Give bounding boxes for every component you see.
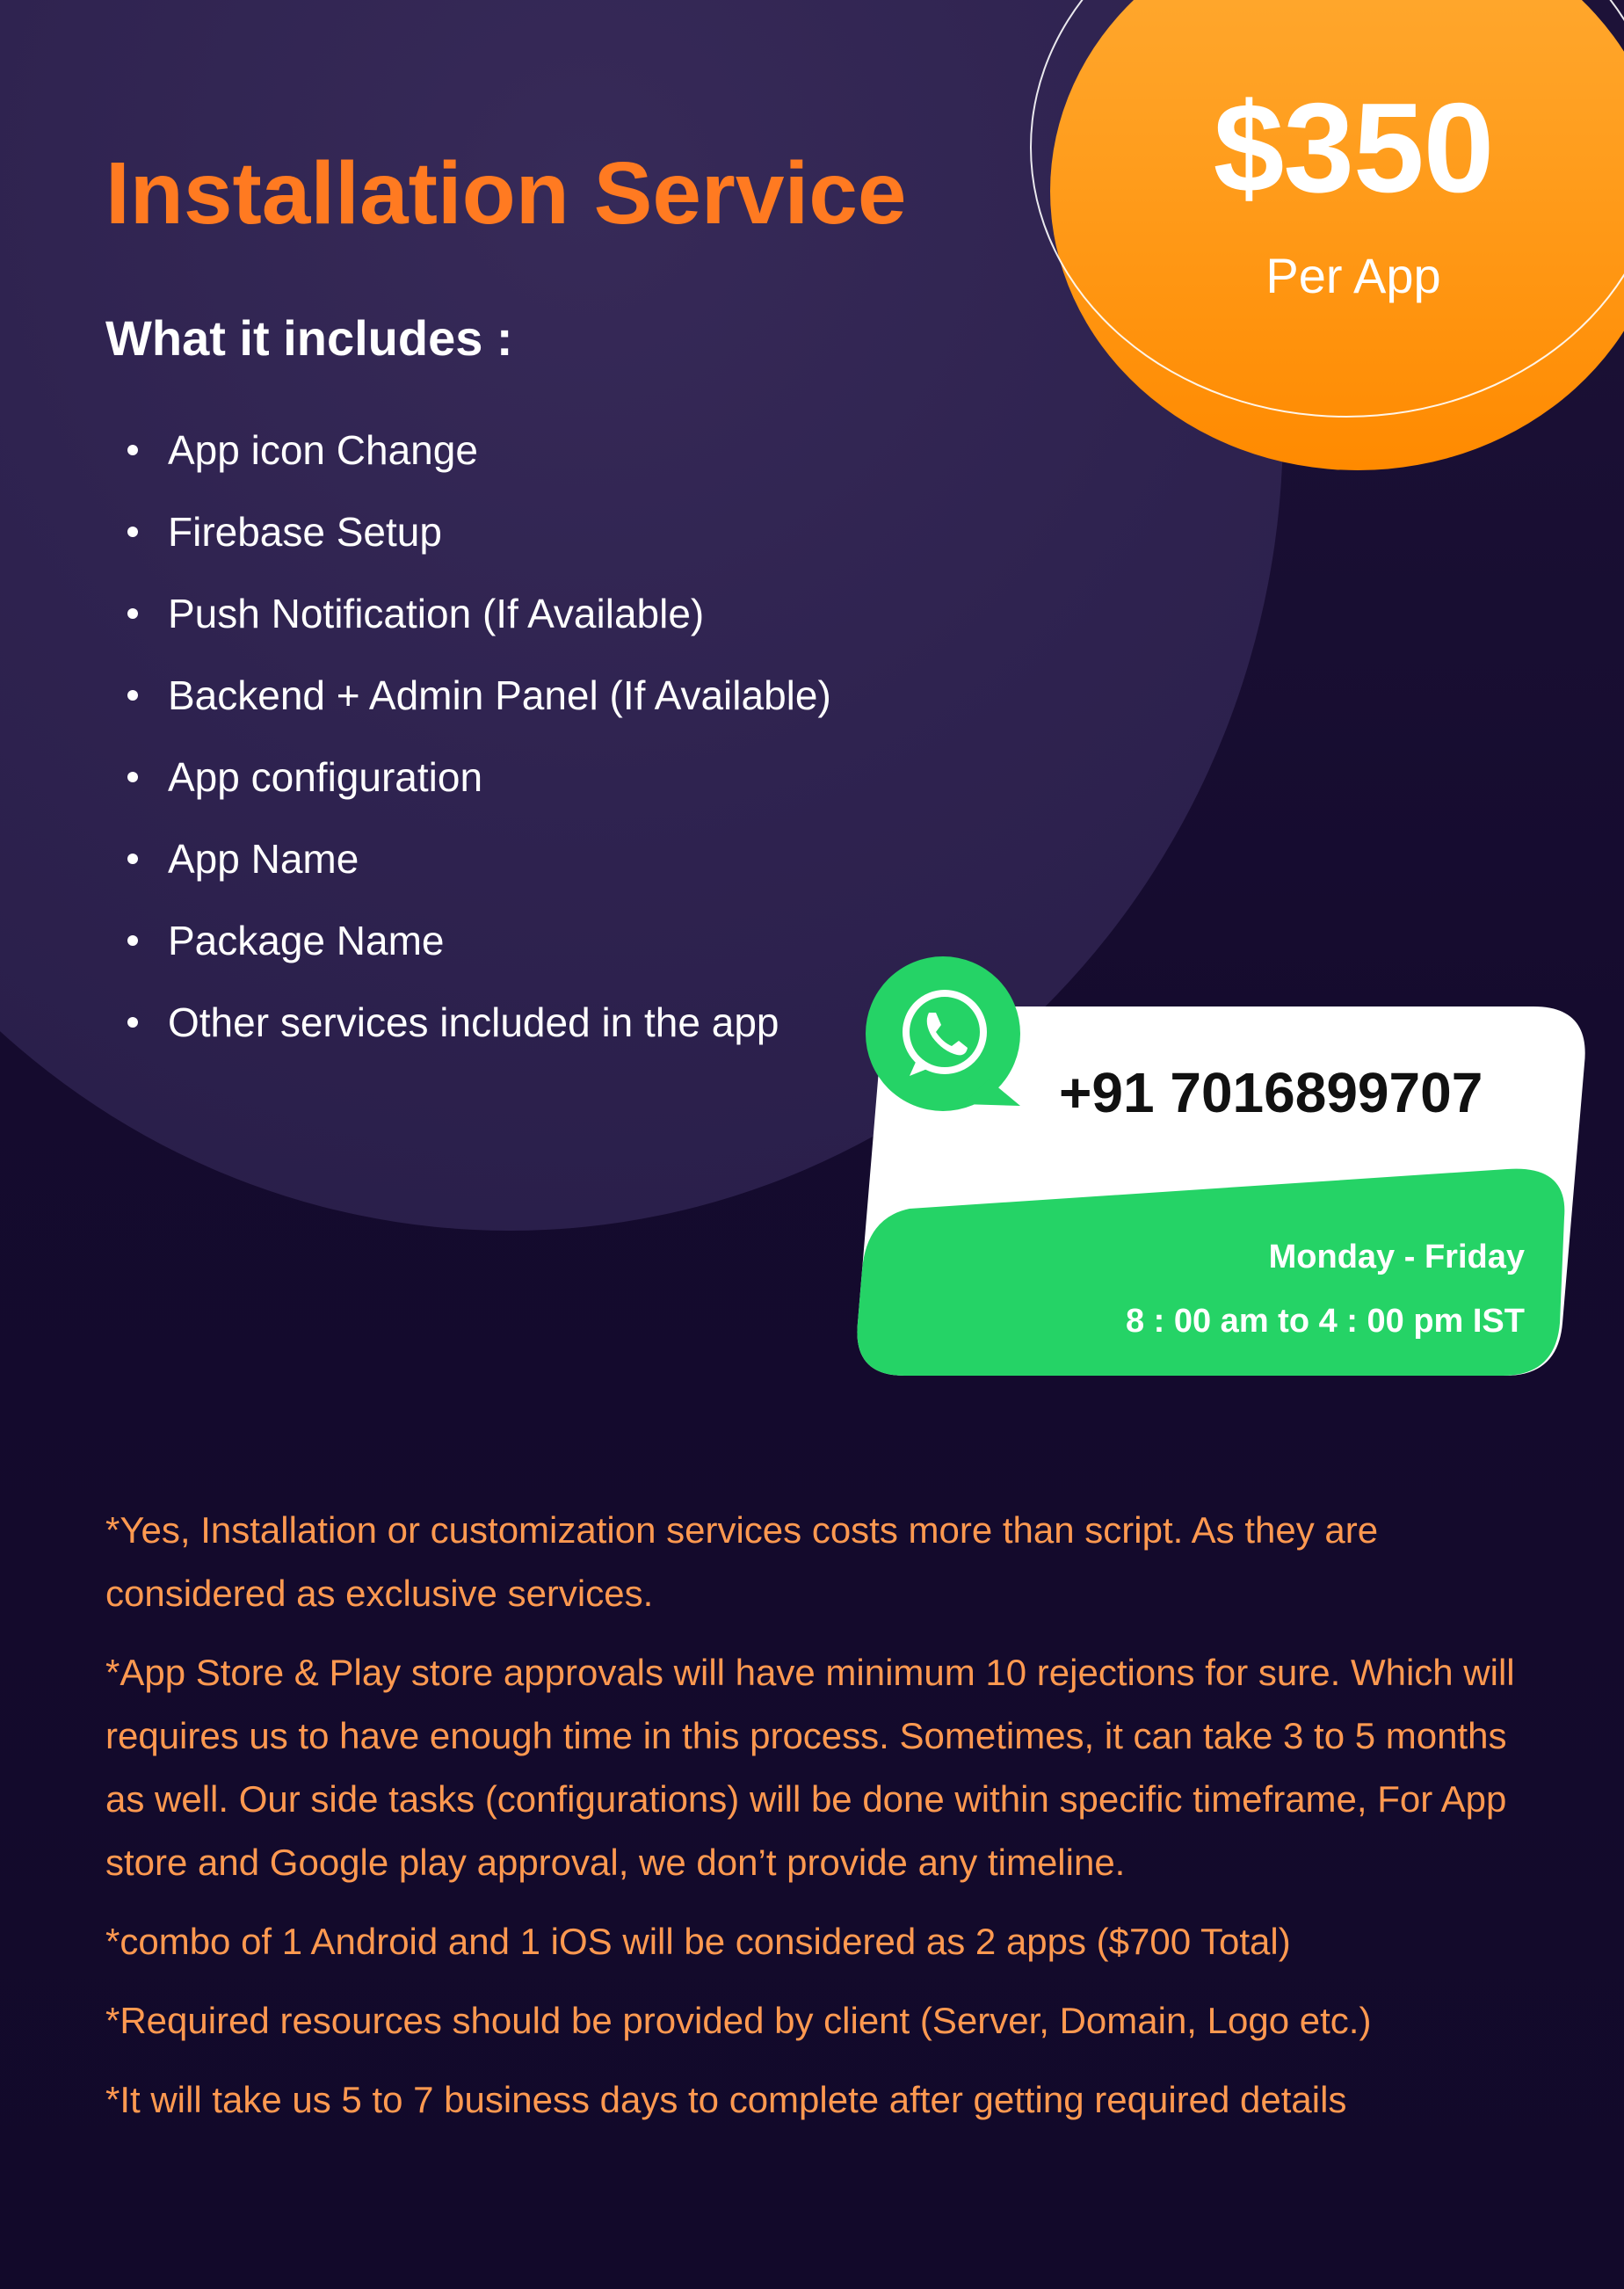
bullet-icon [127,935,138,946]
includes-list [127,409,831,1063]
whatsapp-logo [866,956,1026,1116]
note-item: *Yes, Installation or customization services costs more than script. As they are considered as exclusive services. [105,1509,1379,1614]
bullet-icon [127,445,138,455]
bullet-icon [127,690,138,701]
terms-notes [105,1499,1529,2147]
bullet-icon [127,772,138,782]
list-item [127,490,831,572]
bullet-icon [127,527,138,537]
list-item [127,736,831,818]
list-item-label: App configuration [168,753,483,800]
price-unit: Per App [1265,248,1441,303]
list-item [127,654,831,736]
bullet-icon [127,854,138,864]
note-item: *App Store & Play store approvals will have minimum 10 rejections for sure. Which will requires us to have enough time in this process. Sometimes, it can take 3 to 5 months as well. Our side tasks (configurations) will be done within specific timeframe, For App store and Google play approval, we don’t provide any timeline. [105,1652,1515,1883]
list-item-label: Push Notification (If Available) [168,590,705,636]
list-item-label: Backend + Admin Panel (If Available) [168,672,831,718]
bullet-icon [127,1017,138,1028]
list-item-label: Package Name [168,917,445,963]
price-amount: $350 [1213,76,1494,219]
availability-hours: 8 : 00 am to 4 : 00 pm IST [1125,1303,1525,1340]
includes-heading: What it includes : [105,310,513,366]
page-title: Installation Service [105,144,907,243]
list-item [127,899,831,981]
list-item [127,981,831,1063]
whatsapp-icon[interactable] [866,956,1026,1116]
list-item-label: App icon Change [168,426,478,473]
note-item: *combo of 1 Android and 1 iOS will be considered as 2 apps ($700 Total) [105,1921,1291,1962]
list-item-label: Other services included in the app [168,999,779,1045]
note-item: *Required resources should be provided by client (Server, Domain, Logo etc.) [105,2000,1372,2041]
note-item: *It will take us 5 to 7 business days to complete after getting required details [105,2079,1347,2120]
list-item [127,409,831,490]
list-item-label: Firebase Setup [168,508,442,555]
list-item [127,572,831,654]
availability-days: Monday - Friday [1268,1239,1525,1275]
list-item [127,818,831,899]
phone-number[interactable]: +91 7016899707 [1059,1061,1483,1124]
list-item-label: App Name [168,835,359,882]
bullet-icon [127,608,138,619]
